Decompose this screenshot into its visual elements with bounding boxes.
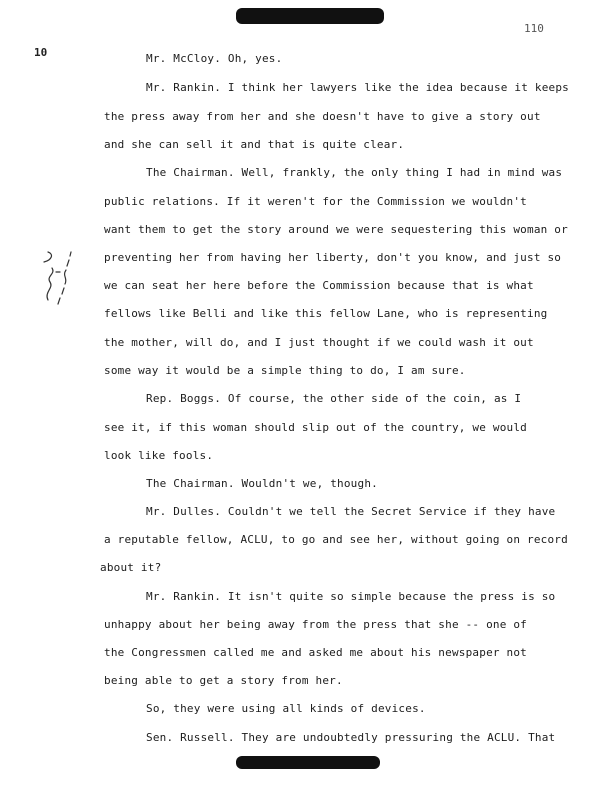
transcript-line: see it, if this woman should slip out of the country, we would	[104, 421, 527, 434]
transcript-line: Mr. McCloy. Oh, yes.	[146, 52, 283, 65]
transcript-line: the press away from her and she doesn't have to give a story out	[104, 110, 541, 123]
transcript-line: Mr. Rankin. I think her lawyers like the idea because it keeps	[146, 81, 569, 94]
transcript-line: the mother, will do, and I just thought if we could wash it out	[104, 336, 534, 349]
transcript-line: preventing her from having her liberty, don't you know, and just so	[104, 251, 562, 264]
transcript-line: being able to get a story from her.	[104, 674, 343, 687]
transcript-line: So, they were using all kinds of devices.	[146, 702, 426, 715]
transcript-line: Sen. Russell. They are undoubtedly pressuring the ACLU. That	[146, 731, 556, 744]
transcript-line: public relations. If it weren't for the Commission we wouldn't	[104, 195, 527, 208]
transcript-line: and she can sell it and that is quite clear.	[104, 138, 405, 151]
transcript-line: The Chairman. Wouldn't we, though.	[146, 477, 378, 490]
redaction-bar-top	[236, 8, 384, 24]
transcript-line: look like fools.	[104, 449, 214, 462]
transcript-line: the Congressmen called me and asked me about his newspaper not	[104, 646, 527, 659]
transcript-line: fellows like Belli and like this fellow Lane, who is representing	[104, 307, 548, 320]
transcript-line: a reputable fellow, ACLU, to go and see her, without going on record	[104, 533, 568, 546]
transcript-line: some way it would be a simple thing to do, I am sure.	[104, 364, 466, 377]
transcript-line: want them to get the story around we were sequestering this woman or	[104, 223, 568, 236]
transcript-line: Rep. Boggs. Of course, the other side of the coin, as I	[146, 392, 522, 405]
transcript-line: we can seat her here before the Commission because that is what	[104, 279, 534, 292]
transcript-line: Mr. Rankin. It isn't quite so simple because the press is so	[146, 590, 556, 603]
transcript-line: about it?	[100, 561, 162, 574]
transcript-line: unhappy about her being away from the press that she -- one of	[104, 618, 527, 631]
handwritten-initials-mark	[34, 232, 104, 322]
transcript-line: Mr. Dulles. Couldn't we tell the Secret Service if they have	[146, 505, 556, 518]
redaction-bar-bottom	[236, 756, 380, 769]
margin-line-number: 10	[34, 46, 48, 59]
transcript-line: The Chairman. Well, frankly, the only thing I had in mind was	[146, 166, 563, 179]
page-number: 110	[524, 22, 544, 35]
